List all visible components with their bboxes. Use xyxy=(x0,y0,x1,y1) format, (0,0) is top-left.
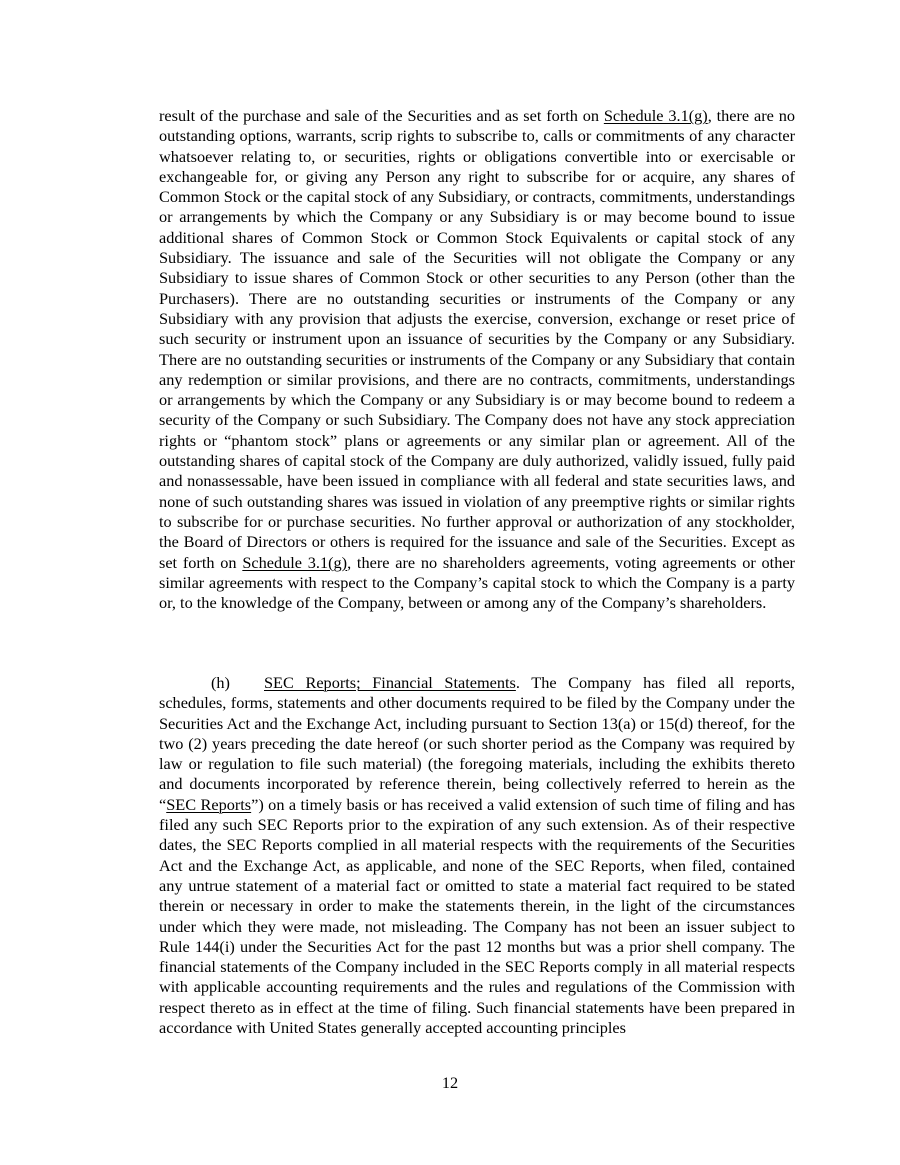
text-run: , there are no shareholders agreements, voting agreements or other similar agreements with respect to the Company’s capital stock to which the Company is a party or, to the knowledge of the Company, between or among any of the Company’s shareholders. xyxy=(159,552,795,613)
text-run: . The Company has filed all reports, schedules, forms, statements and other documents required to be filed by the Company under the Securities Act and the Exchange Act, including pursuant to Section 13(a) or 15(d) thereof, for the two (2) years preceding the date hereof (or such shorter period as the Company was required by law or regulation to file such material) (the foregoing materials, including the exhibits thereto and documents incorporated by reference therein, being collectively referred to herein as the “ xyxy=(159,673,795,814)
schedule-reference: Schedule 3.1(g) xyxy=(242,552,348,572)
paragraph-section-h xyxy=(159,673,795,1038)
text-run: result of the purchase and sale of the Securities and as set forth on xyxy=(159,106,604,125)
defined-term: SEC Reports xyxy=(166,794,252,814)
page-number: 12 xyxy=(441,1073,459,1092)
section-heading: SEC Reports; Financial Statements xyxy=(264,673,516,692)
schedule-reference: Schedule 3.1(g) xyxy=(603,106,708,125)
text-run: ”) on a timely basis or has received a valid extension of such time of filing and has filed any such SEC Reports prior to the expiration of any such extension. As of their respective dates, the SEC Reports complied in all material respects with the requirements of the Securities Act and the Exchange Act, as applicable, and none of the SEC Reports, when filed, contained any untrue statement of a material fact or omitted to state a material fact required to be stated therein or necessary in order to make the statements therein, in the light of the circumstances under which they were made, not misleading. The Company has not been an issuer subject to Rule 144(i) under the Securities Act for the past 12 months but was a prior shell company. The financial statements of the Company included in the SEC Reports comply in all material respects with applicable accounting requirements and the rules and regulations of the Commission with respect thereto as in effect at the time of filing. Such financial statements have been prepared in accordance with United States generally accepted accounting principles xyxy=(159,794,795,1038)
paragraph-capitalization-continued xyxy=(159,106,795,613)
text-run: , there are no outstanding options, warrants, scrip rights to subscribe to, calls or commitments of any character whatsoever relating to, or securities, rights or obligations convertible into or exercisable or exchangeable for, or giving any Person any right to subscribe for or acquire, any shares of Common Stock or the capital stock of any Subsidiary, or contracts, commitments, understandings or arrangements by which the Company or any Subsidiary is or may become bound to issue additional shares of Common Stock or Common Stock Equivalents or capital stock of any Subsidiary. The issuance and sale of the Securities will not obligate the Company or any Subsidiary to issue shares of Common Stock or other securities to any Person (other than the Purchasers). There are no outstanding securities or instruments of the Company or any Subsidiary with any provision that adjusts the exercise, conversion, exchange or reset price of such security or instrument upon an issuance of securities by the Company or any Subsidiary. There are no outstanding securities or instruments of the Company or any Subsidiary that contain any redemption or similar provisions, and there are no contracts, commitments, understandings or arrangements by which the Company or any Subsidiary is or may become bound to redeem a security of the Company or such Subsidiary. The Company does not have any stock appreciation rights or “phantom stock” plans or agreements or any similar plan or agreement. All of the outstanding shares of capital stock of the Company are duly authorized, validly issued, fully paid and nonassessable, have been issued in compliance with all federal and state securities laws, and none of such outstanding shares was issued in violation of any preemptive rights or similar rights to subscribe for or purchase securities. No further approval or authorization of any stockholder, the Board of Directors or others is required for the issuance and sale of the Securities. Except as set forth on xyxy=(159,106,795,572)
section-number: (h) xyxy=(211,673,230,692)
